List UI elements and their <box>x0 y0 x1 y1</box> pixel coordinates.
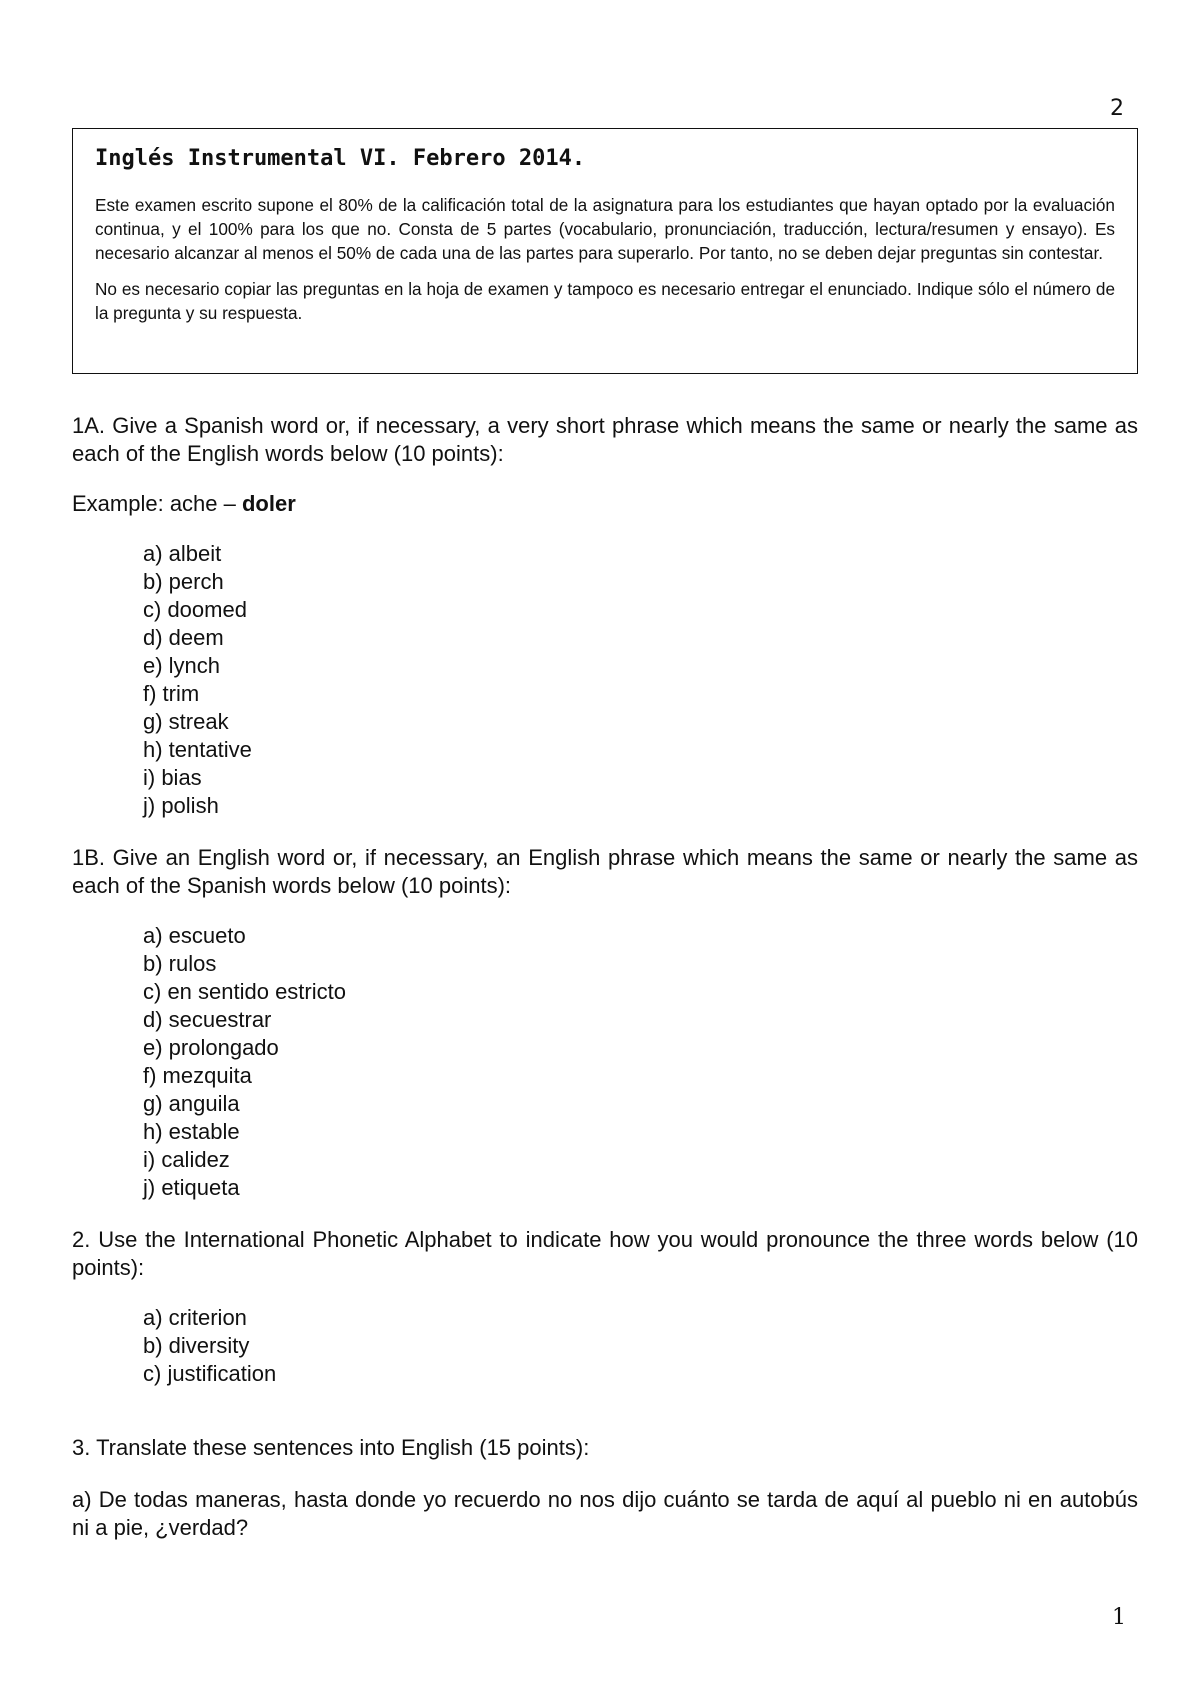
example-answer: doler <box>241 491 296 516</box>
question-1b-list <box>72 922 1138 1202</box>
list-item: i) calidez <box>143 1147 230 1172</box>
list-item: j) etiqueta <box>143 1175 240 1200</box>
question-2-prompt: 2. Use the International Phonetic Alphabet to indicate how you would pronounce the three words below (10 points): <box>72 1227 1138 1280</box>
question-3-sentence-a: a) De todas maneras, hasta donde yo recuerdo no nos dijo cuánto se tarda de aquí al pueblo ni en autobús ni a pie, ¿verdad? <box>72 1487 1138 1540</box>
list-item: g) streak <box>143 709 229 734</box>
question-1a-list <box>72 540 1138 820</box>
list-item: j) polish <box>143 793 219 818</box>
footer-page-number: 1 <box>1112 1605 1126 1630</box>
question-2-list <box>72 1304 1138 1388</box>
question-1a-example <box>72 490 1138 518</box>
question-1b-prompt: 1B. Give an English word or, if necessary, an English phrase which means the same or nearly the same as each of the Spanish words below (10 points): <box>72 845 1138 898</box>
list-item: a) escueto <box>143 923 246 948</box>
question-1a-prompt: 1A. Give a Spanish word or, if necessary, a very short phrase which means the same or nearly the same as each of the English words below (10 points): <box>72 413 1138 466</box>
list-item: b) perch <box>143 569 224 594</box>
instructions-paragraph-2: No es necesario copiar las preguntas en la hoja de examen y tampoco es necesario entregar el enunciado. Indique sólo el número de la pregunta y su respuesta. <box>95 279 1115 323</box>
list-item: b) diversity <box>143 1333 250 1358</box>
list-item: f) trim <box>143 681 200 706</box>
list-item: g) anguila <box>143 1091 240 1116</box>
list-item: c) en sentido estricto <box>143 979 346 1004</box>
list-item: a) criterion <box>143 1305 247 1330</box>
list-item: h) estable <box>143 1119 240 1144</box>
list-item: i) bias <box>143 765 202 790</box>
list-item: e) lynch <box>143 653 221 678</box>
question-3-prompt: 3. Translate these sentences into English (15 points): <box>72 1435 590 1460</box>
list-item: d) secuestrar <box>143 1007 272 1032</box>
list-item: d) deem <box>143 625 224 650</box>
list-item: h) tentative <box>143 737 252 762</box>
instructions-paragraph-1: Este examen escrito supone el 80% de la calificación total de la asignatura para los estudiantes que hayan optado por la evaluación continua, y el 100% para los que no. Consta de 5 partes (vocabulario, pronunciación, traducción, lectura/resumen y ensayo). Es necesario alcanzar al menos el 50% de cada una de las partes para superarlo. Por tanto, no se deben dejar preguntas sin contestar. <box>95 195 1115 263</box>
example-label: Example: ache – <box>72 491 242 516</box>
list-item: b) rulos <box>143 951 217 976</box>
instructions-box <box>72 128 1138 374</box>
list-item: e) prolongado <box>143 1035 279 1060</box>
exam-content <box>72 412 1138 1542</box>
list-item: a) albeit <box>143 541 222 566</box>
list-item: c) doomed <box>143 597 247 622</box>
exam-title: Inglés Instrumental VI. Febrero 2014. <box>95 146 586 171</box>
header-page-number: 2 <box>1110 96 1124 121</box>
list-item: c) justification <box>143 1361 277 1386</box>
list-item: f) mezquita <box>143 1063 252 1088</box>
